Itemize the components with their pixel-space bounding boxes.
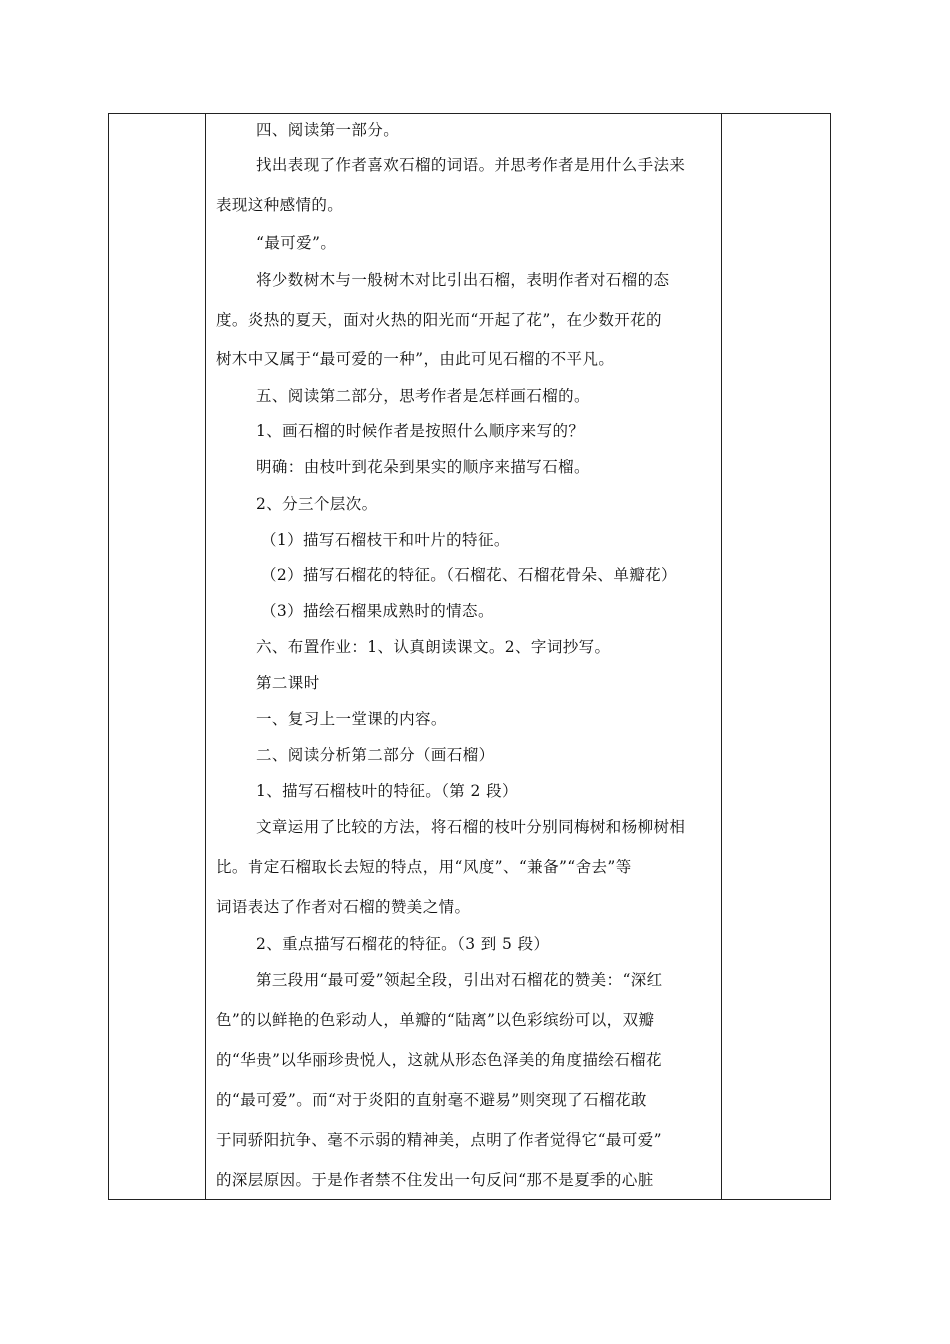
section-heading: 四、阅读第一部分。 <box>256 121 400 139</box>
paragraph-line: （1）描写石榴枝干和叶片的特征。 <box>261 531 510 549</box>
paragraph-line: 1、描写石榴枝叶的特征。（第 2 段） <box>256 782 518 800</box>
section-heading: 一、复习上一堂课的内容。 <box>256 710 447 728</box>
lesson-period-title: 第二课时 <box>256 674 320 692</box>
paragraph-line: 第三段用“最可爱”领起全段，引出对石榴花的赞美：“深红 <box>256 971 663 989</box>
paragraph-line: 色”的以鲜艳的色彩动人，单瓣的“陆离”以色彩缤纷可以，双瓣 <box>216 1011 655 1029</box>
paragraph-line: 度。炎热的夏天，面对火热的阳光而“开起了花”，在少数开花的 <box>216 311 662 329</box>
paragraph-line: 2、分三个层次。 <box>256 495 378 513</box>
paragraph-line: 于同骄阳抗争、毫不示弱的精神美，点明了作者觉得它“最可爱” <box>216 1131 662 1149</box>
section-heading: 五、阅读第二部分，思考作者是怎样画石榴的。 <box>256 387 590 405</box>
section-heading: 六、布置作业：1、认真朗读课文。2、字词抄写。 <box>256 638 611 656</box>
paragraph-line: 找出表现了作者喜欢石榴的词语。并思考作者是用什么手法来 <box>256 156 686 174</box>
paragraph-line: 比。肯定石榴取长去短的特点，用“风度”、“兼备”“舍去”等 <box>216 858 632 876</box>
paragraph-line: 的“最可爱”。而“对于炎阳的直射毫不避易”则突现了石榴花敢 <box>216 1091 647 1109</box>
paragraph-line: 词语表达了作者对石榴的赞美之情。 <box>216 898 471 916</box>
paragraph-line: 文章运用了比较的方法，将石榴的枝叶分别同梅树和杨柳树相 <box>256 818 686 836</box>
paragraph-line: 的“华贵”以华丽珍贵悦人，这就从形态色泽美的角度描绘石榴花 <box>216 1051 662 1069</box>
paragraph-line: 将少数树木与一般树木对比引出石榴，表明作者对石榴的态 <box>256 271 670 289</box>
paragraph-line: 表现这种感情的。 <box>216 196 344 214</box>
paragraph-line: （3）描绘石榴果成熟时的情态。 <box>261 602 494 620</box>
section-heading: 二、阅读分析第二部分（画石榴） <box>256 746 495 764</box>
paragraph-line: 2、重点描写石榴花的特征。（3 到 5 段） <box>256 935 550 953</box>
paragraph-line: 明确：由枝叶到花朵到果实的顺序来描写石榴。 <box>256 458 590 476</box>
paragraph-line: （2）描写石榴花的特征。（石榴花、石榴花骨朵、单瓣花） <box>261 566 677 584</box>
paragraph-line: “最可爱”。 <box>256 234 337 252</box>
paragraph-line: 1、画石榴的时候作者是按照什么顺序来写的？ <box>256 422 585 440</box>
paragraph-line: 树木中又属于“最可爱的一种”，由此可见石榴的不平凡。 <box>216 350 615 368</box>
paragraph-line: 的深层原因。于是作者禁不住发出一句反问“那不是夏季的心脏 <box>216 1171 654 1189</box>
